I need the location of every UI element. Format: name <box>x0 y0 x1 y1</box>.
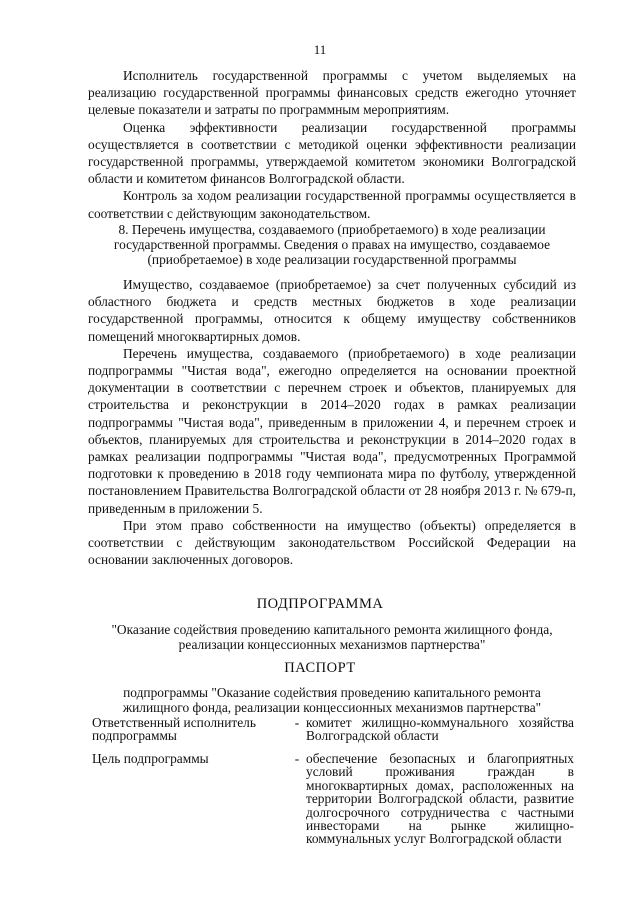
section-8-heading-block <box>88 222 576 267</box>
paragraph: Имущество, создаваемое (приобретаемое) за счет полученных субсидий из областного бюджета и средств местных бюджетов в ходе реализации государственной программы, относится к общему имуществу собственников помещений многоквартирных домов. <box>88 277 576 344</box>
row-value: комитет жилищно-коммунального хозяйства Волгоградской области <box>306 715 574 744</box>
monitoring-section <box>88 67 576 222</box>
paragraph: Оценка эффективности реализации государственной программы осуществляется в соответствии с методикой оценки эффективности реализации государственной программы, утверждаемой комитетом экономики Волгоградской области и комитетом финансов Волгоградской области. <box>88 119 576 187</box>
paragraph: Перечень имущества, создаваемого (приобретаемого) в ходе реализации подпрограммы "Чистая вода", ежегодно определяется на основании проектной документации в соответствии с перечнем строек и объектов, планируемых для строительства и реконструкции в 2014–2020 годах в рамках реализации подпрограммы "Чистая вода", приведенным в приложении 4, и перечнем строек и объектов, планируемых для строительства и реконструкции в 2014–2020 годах в рамках реализации подпрограммы "Чистая вода", предусмотренных Программой подготовки к проведению в 2018 году чемпионата мира по футболу, утвержденной постановлением Правительства Волгоградской области от 28 ноября 2013 г. № 679-п, приведенным в приложении 5. <box>88 345 576 516</box>
property-section <box>88 276 576 568</box>
row-label: Ответственный исполнитель подпрограммы <box>92 715 256 744</box>
paragraph: Контроль за ходом реализации государственной программы осуществляется в соответствии с действующим законодательством. <box>88 188 576 221</box>
row-dash: - <box>294 751 300 766</box>
subprogram-title: ПОДПРОГРАММА <box>256 596 384 612</box>
row-label: Цель подпрограммы <box>92 751 209 766</box>
paragraph: При этом право собственности на имущество (объекты) определяется в соответствии с действующим законодательством Российской Федерации на основании заключенных договоров. <box>88 517 576 568</box>
page-number: 11 <box>313 42 327 57</box>
row-value: обеспечение безопасных и благоприятных условий проживания граждан в многоквартирных домах, расположенных на территории Волгоградской области, развитие долгосрочного сотрудничества с частными инвесторами на рынке жилищно-коммунальных услуг Волгоградской области <box>306 751 574 847</box>
passport-subtitle: подпрограммы "Оказание содействия проведению капитального ремонта жилищного фонда, реализации концессионных механизмов партнерства" <box>122 685 542 715</box>
section-heading: 8. Перечень имущества, создаваемого (приобретаемого) в ходе реализации государственной программы. Сведения о правах на имущество, создаваемое (приобретаемое) в ходе реализации государственной программы <box>113 222 551 267</box>
row-dash: - <box>294 715 300 730</box>
subprogram-name: "Оказание содействия проведению капитального ремонта жилищного фонда, реализации концессионных механизмов партнерства" <box>111 622 553 652</box>
passport-title: ПАСПОРТ <box>284 660 356 676</box>
paragraph: Исполнитель государственной программы с учетом выделяемых на реализацию государственной программы финансовых средств ежегодно уточняет целевые показатели и затраты по программным мероприятиям. <box>88 68 576 118</box>
